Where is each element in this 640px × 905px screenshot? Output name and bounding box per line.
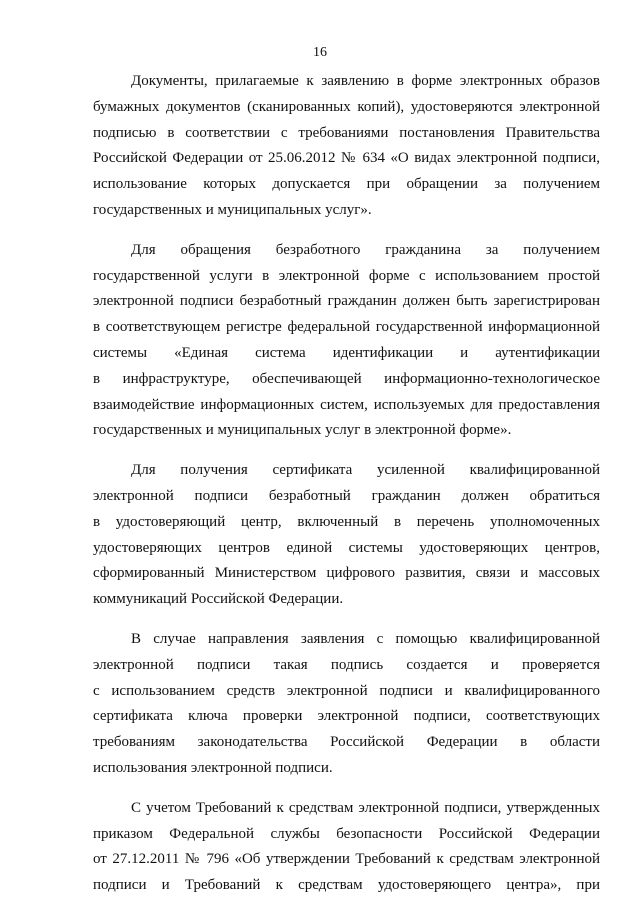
paragraph (93, 627, 600, 782)
paragraph-gap (93, 613, 600, 627)
text-line: электронной подписи безработный гражданин должен обратиться (93, 487, 600, 504)
text-line: бумажных документов (сканированных копий), удостоверяются электронной (93, 98, 600, 115)
text-line: Для получения сертификата усиленной квалифицированной (131, 462, 600, 479)
text-line: электронной подписи такая подпись создается и проверяется (93, 656, 600, 673)
paragraph-gap (93, 444, 600, 458)
text-line: В случае направления заявления с помощью квалифицированной (131, 630, 600, 647)
text-line: подписи и Требований к средствам удостоверяющего центра», при (93, 877, 600, 894)
page-number: 16 (313, 45, 327, 60)
text-line: в инфраструктуре, обеспечивающей информационно-технологическое (93, 370, 600, 387)
paragraph-gap (93, 782, 600, 796)
paragraph (93, 69, 600, 224)
paragraph (93, 458, 600, 613)
text-line: электронной подписи безработный гражданин должен быть зарегистрирован (93, 293, 600, 310)
body-text (93, 69, 600, 899)
text-line: использование которых допускается при обращении за получением (93, 176, 600, 193)
text-line: от 27.12.2011 № 796 «Об утверждении Требований к средствам электронной (93, 851, 600, 868)
text-line: приказом Федеральной службы безопасности Российской Федерации (93, 825, 600, 842)
text-line: государственной услуги в электронной форме с использованием простой (93, 267, 600, 284)
text-line: взаимодействие информационных систем, используемых для предоставления (93, 396, 600, 413)
text-line: сертификата ключа проверки электронной подписи, соответствующих (93, 708, 600, 725)
text-line: в удостоверяющий центр, включенный в перечень уполномоченных (93, 513, 600, 530)
paragraph (93, 238, 600, 444)
text-line: Российской Федерации от 25.06.2012 № 634 «О видах электронной подписи, (93, 150, 600, 167)
text-line: Документы, прилагаемые к заявлению в форме электронных образов (131, 73, 600, 89)
paragraph (93, 796, 600, 899)
text-line: использования электронной подписи. (93, 759, 333, 776)
paragraph-gap (93, 224, 600, 238)
text-line: требованиям законодательства Российской Федерации в области (93, 734, 600, 751)
text-line: системы «Единая система идентификации и аутентификации (93, 344, 600, 361)
text-line: государственных и муниципальных услуг». (93, 201, 372, 218)
text-line: сформированный Министерством цифрового развития, связи и массовых (93, 565, 600, 582)
text-line: подписью в соответствии с требованиями постановления Правительства (93, 124, 600, 141)
text-line: Для обращения безработного гражданина за получением (131, 241, 600, 258)
text-line: с использованием средств электронной подписи и квалифицированного (93, 682, 600, 699)
text-line: государственных и муниципальных услуг в электронной форме». (93, 422, 512, 439)
text-line: удостоверяющих центров единой системы удостоверяющих центров, (93, 539, 600, 556)
text-line: в соответствующем регистре федеральной государственной информационной (93, 319, 600, 336)
text-line: С учетом Требований к средствам электронной подписи, утвержденных (131, 799, 600, 816)
text-line: коммуникаций Российской Федерации. (93, 591, 344, 608)
